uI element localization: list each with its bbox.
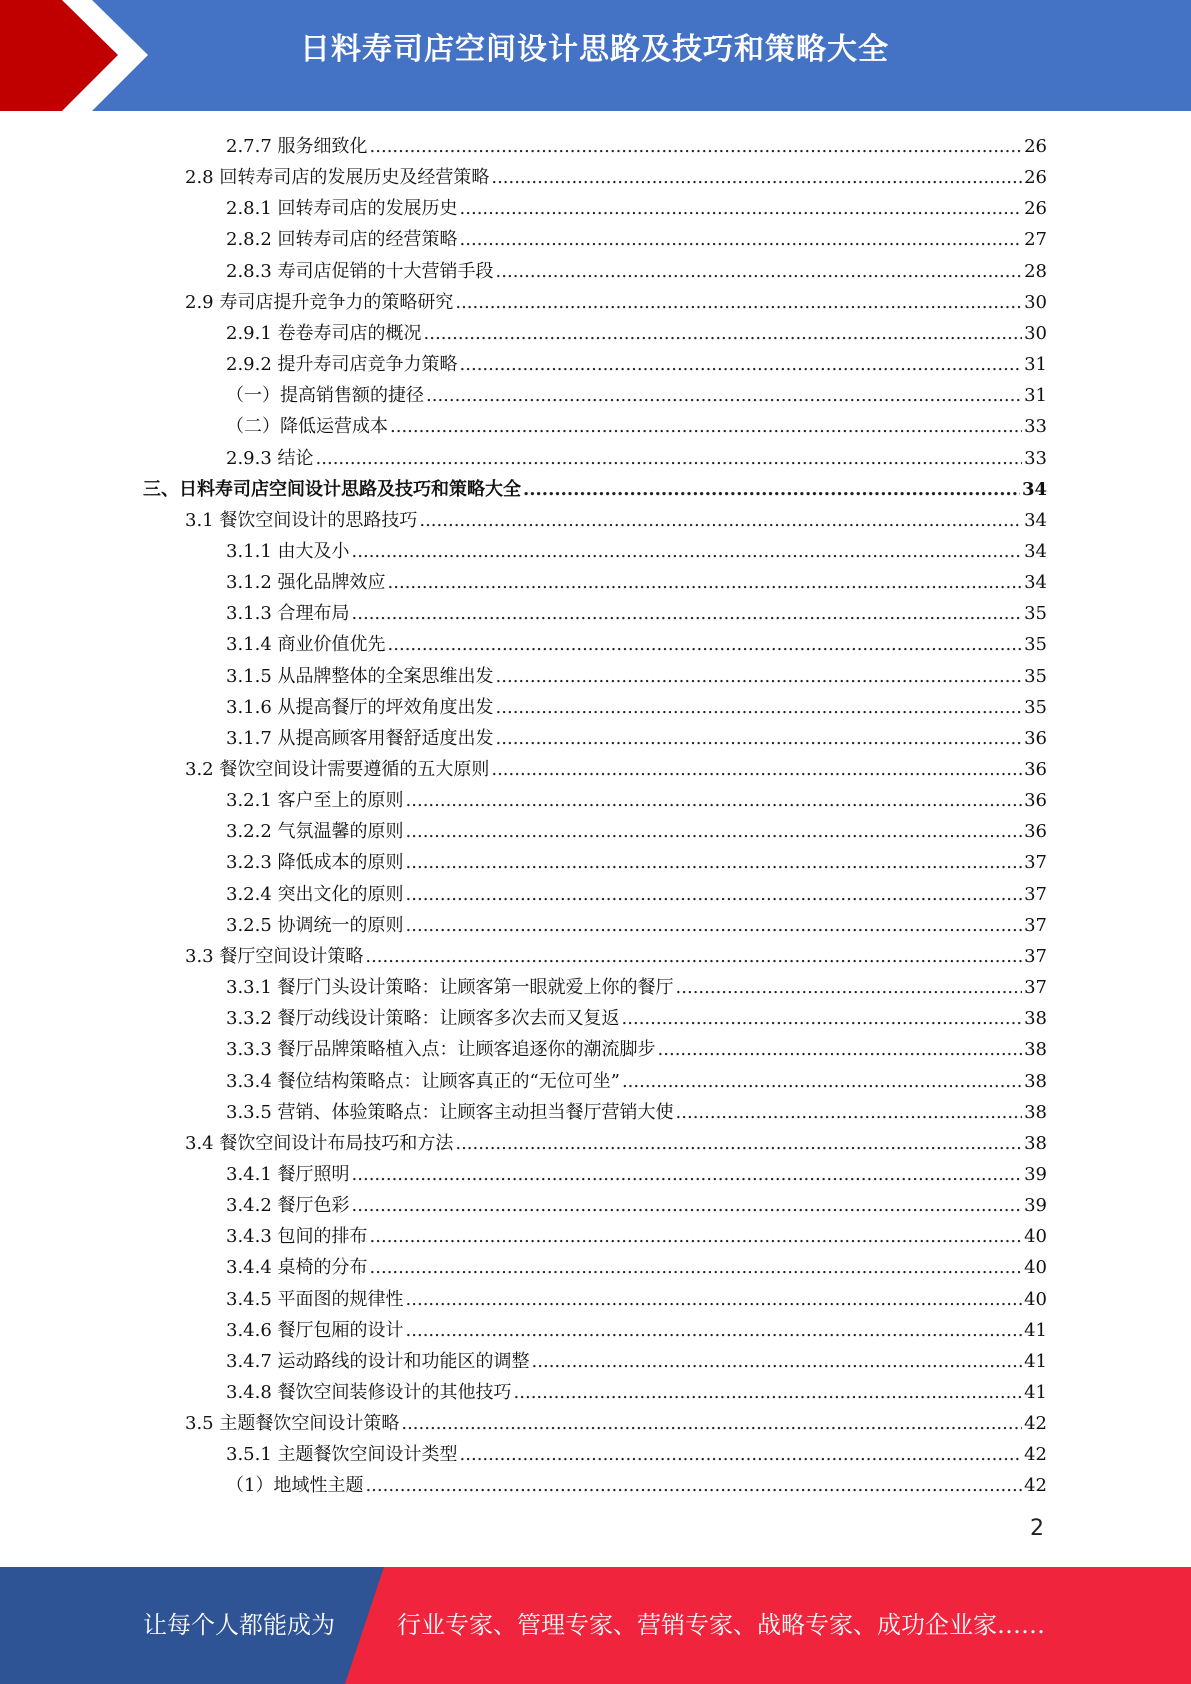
toc-entry-page: 41 bbox=[1024, 1350, 1047, 1372]
toc-dot-leader bbox=[424, 323, 1023, 345]
toc-entry-page: 35 bbox=[1024, 665, 1047, 687]
toc-entry-page: 26 bbox=[1024, 167, 1047, 189]
toc-entry-label: 3.2.4 突出文化的原则 bbox=[226, 883, 404, 905]
toc-entry-label: 2.9.2 提升寿司店竞争力策略 bbox=[226, 354, 458, 376]
toc-entry-label: 3.1.7 从提高顾客用餐舒适度出发 bbox=[226, 727, 494, 749]
toc-entry-page: 31 bbox=[1024, 354, 1047, 376]
toc-entry[interactable] bbox=[226, 439, 1047, 470]
toc-dot-leader bbox=[352, 603, 1023, 625]
toc-entry-page: 37 bbox=[1024, 977, 1047, 999]
toc-entry-label: 3.1.3 合理布局 bbox=[226, 603, 350, 625]
toc-entry-page: 36 bbox=[1024, 727, 1047, 749]
toc-dot-leader bbox=[426, 385, 1022, 407]
toc-entry-page: 42 bbox=[1024, 1413, 1047, 1435]
toc-entry-page: 34 bbox=[1024, 509, 1047, 531]
toc-entry[interactable] bbox=[226, 252, 1047, 283]
toc-entry-label: 2.9.1 卷卷寿司店的概况 bbox=[226, 322, 422, 344]
toc-entry[interactable] bbox=[226, 1248, 1047, 1279]
toc-dot-leader bbox=[419, 510, 1022, 532]
toc-entry-label: 2.8 回转寿司店的发展历史及经营策略 bbox=[185, 167, 490, 189]
toc-entry-page: 37 bbox=[1024, 883, 1047, 905]
toc-entry-page: 36 bbox=[1024, 790, 1047, 812]
toc-entry-label: 3.4.8 餐饮空间装修设计的其他技巧 bbox=[226, 1382, 512, 1403]
toc-entry[interactable] bbox=[185, 158, 1047, 189]
page-footer bbox=[0, 1567, 1191, 1684]
toc-dot-leader bbox=[622, 1071, 1022, 1093]
toc-dot-leader bbox=[352, 1195, 1023, 1217]
toc-entry[interactable] bbox=[226, 376, 1047, 407]
toc-entry[interactable] bbox=[226, 781, 1047, 812]
toc-dot-leader bbox=[491, 167, 1022, 189]
toc-entry[interactable] bbox=[185, 937, 1047, 968]
toc-entry[interactable] bbox=[226, 563, 1047, 594]
toc-entry[interactable] bbox=[226, 127, 1047, 158]
page-number: 2 bbox=[1030, 1516, 1044, 1541]
toc-entry[interactable] bbox=[226, 1280, 1047, 1311]
toc-dot-leader bbox=[460, 1444, 1023, 1466]
toc-entry-page: 38 bbox=[1024, 1101, 1047, 1123]
toc-dot-leader bbox=[370, 1226, 1023, 1248]
toc-entry-label: （一）提高销售额的捷径 bbox=[226, 385, 424, 407]
toc-dot-leader bbox=[370, 136, 1023, 158]
toc-entry-label: 3.3.4 餐位结构策略点：让顾客真正的“无位可坐” bbox=[226, 1070, 620, 1092]
toc-entry-label: 3.2.3 降低成本的原则 bbox=[226, 852, 404, 874]
toc-dot-leader bbox=[496, 261, 1023, 283]
toc-entry[interactable] bbox=[226, 1155, 1047, 1186]
toc-entry-page: 26 bbox=[1024, 198, 1047, 220]
toc-entry-page: 41 bbox=[1024, 1382, 1047, 1403]
toc-entry-page: 42 bbox=[1024, 1444, 1047, 1466]
toc-entry-page: 37 bbox=[1024, 914, 1047, 936]
toc-entry-page: 36 bbox=[1024, 821, 1047, 843]
toc-entry-label: 3.4.1 餐厅照明 bbox=[226, 1163, 350, 1185]
toc-dot-leader bbox=[491, 759, 1022, 781]
toc-dot-leader bbox=[496, 728, 1023, 750]
toc-entry-page: 39 bbox=[1024, 1163, 1047, 1185]
toc-entry-label: 3.2 餐饮空间设计需要遵循的五大原则 bbox=[185, 759, 490, 780]
toc-entry-label: 3.4.2 餐厅色彩 bbox=[226, 1195, 350, 1217]
toc-entry-page: 28 bbox=[1024, 260, 1047, 282]
toc-entry-page: 39 bbox=[1024, 1195, 1047, 1217]
toc-entry-label: 三、日料寿司店空间设计思路及技巧和策略大全 bbox=[143, 478, 521, 500]
toc-entry-label: 3.1.4 商业价值优先 bbox=[226, 634, 386, 656]
page-header bbox=[0, 0, 1191, 111]
toc-entry-page: 41 bbox=[1024, 1319, 1047, 1341]
toc-dot-leader bbox=[523, 479, 1020, 501]
toc-entry[interactable] bbox=[226, 968, 1047, 999]
toc-entry-page: 35 bbox=[1024, 696, 1047, 718]
toc-entry-label: 3.1.6 从提高餐厅的坪效角度出发 bbox=[226, 696, 494, 718]
toc-entry[interactable] bbox=[226, 1062, 1047, 1093]
toc-entry-page: 42 bbox=[1024, 1475, 1047, 1497]
toc-entry[interactable] bbox=[226, 657, 1047, 688]
toc-dot-leader bbox=[406, 884, 1023, 906]
toc-entry-label: （1）地域性主题 bbox=[226, 1475, 364, 1497]
toc-entry-page: 33 bbox=[1024, 447, 1047, 469]
toc-entry-label: 3.4.7 运动路线的设计和功能区的调整 bbox=[226, 1350, 530, 1372]
toc-entry-page: 31 bbox=[1024, 385, 1047, 407]
toc-entry[interactable] bbox=[226, 1373, 1047, 1404]
toc-entry-label: 2.8.2 回转寿司店的经营策略 bbox=[226, 229, 458, 251]
toc-entry-page: 35 bbox=[1024, 634, 1047, 656]
toc-entry-page: 30 bbox=[1024, 291, 1047, 313]
footer-slogan-left: 让每个人都能成为 bbox=[143, 1611, 335, 1639]
toc-entry-label: 2.9.3 结论 bbox=[226, 447, 314, 469]
toc-entry[interactable] bbox=[226, 1435, 1047, 1466]
toc-entry-label: 3.1.5 从品牌整体的全案思维出发 bbox=[226, 665, 494, 687]
toc-entry-label: 3.2.1 客户至上的原则 bbox=[226, 790, 404, 812]
toc-entry-page: 37 bbox=[1024, 852, 1047, 874]
toc-entry[interactable] bbox=[226, 719, 1047, 750]
toc-dot-leader bbox=[658, 1039, 1023, 1061]
toc-entry-label: 2.9 寿司店提升竞争力的策略研究 bbox=[185, 291, 454, 313]
toc-entry-label: 2.8.3 寿司店促销的十大营销手段 bbox=[226, 260, 494, 282]
toc-entry-page: 38 bbox=[1024, 1132, 1047, 1154]
toc-entry[interactable] bbox=[226, 1030, 1047, 1061]
toc-entry-label: 3.3.1 餐厅门头设计策略：让顾客第一眼就爱上你的餐厅 bbox=[226, 977, 674, 999]
toc-dot-leader bbox=[460, 229, 1023, 251]
toc-entry-page: 38 bbox=[1024, 1070, 1047, 1092]
toc-dot-leader bbox=[532, 1351, 1023, 1373]
toc-dot-leader bbox=[388, 634, 1023, 656]
toc-entry[interactable] bbox=[226, 843, 1047, 874]
toc-dot-leader bbox=[622, 1008, 1023, 1030]
toc-dot-leader bbox=[514, 1382, 1023, 1404]
toc-dot-leader bbox=[406, 852, 1023, 874]
toc-entry-label: 3.4.4 桌椅的分布 bbox=[226, 1257, 368, 1279]
toc-entry[interactable] bbox=[226, 812, 1047, 843]
toc-entry[interactable] bbox=[185, 1124, 1047, 1155]
toc-entry[interactable] bbox=[226, 1342, 1047, 1373]
toc-entry-label: 2.7.7 服务细致化 bbox=[226, 136, 368, 157]
toc-entry-label: （二）降低运营成本 bbox=[226, 416, 388, 438]
toc-dot-leader bbox=[370, 1257, 1023, 1279]
toc-entry-page: 27 bbox=[1024, 229, 1047, 251]
toc-entry-label: 3.3.5 营销、体验策略点：让顾客主动担当餐厅营销大使 bbox=[226, 1101, 674, 1123]
toc-entry[interactable] bbox=[226, 594, 1047, 625]
toc-dot-leader bbox=[460, 354, 1023, 376]
toc-entry-label: 3.3.3 餐厅品牌策略植入点：让顾客追逐你的潮流脚步 bbox=[226, 1039, 656, 1061]
toc-dot-leader bbox=[406, 1320, 1023, 1342]
toc-entry-page: 38 bbox=[1024, 1039, 1047, 1061]
toc-dot-leader bbox=[455, 292, 1022, 314]
toc-entry-page: 26 bbox=[1024, 136, 1047, 157]
toc-entry-page: 33 bbox=[1024, 416, 1047, 438]
document-title: 日料寿司店空间设计思路及技巧和策略大全 bbox=[300, 32, 889, 67]
toc-entry-label: 3.5.1 主题餐饮空间设计类型 bbox=[226, 1444, 458, 1466]
toc-entry-label: 3.2.2 气氛温馨的原则 bbox=[226, 821, 404, 843]
toc-dot-leader bbox=[401, 1413, 1022, 1435]
toc-entry[interactable] bbox=[226, 532, 1047, 563]
toc-entry-page: 34 bbox=[1024, 540, 1047, 562]
toc-entry[interactable] bbox=[226, 1311, 1047, 1342]
toc-entry[interactable] bbox=[226, 1093, 1047, 1124]
toc-entry-label: 2.8.1 回转寿司店的发展历史 bbox=[226, 198, 458, 220]
toc-dot-leader bbox=[406, 790, 1023, 812]
toc-entry-page: 34 bbox=[1021, 478, 1047, 500]
toc-entry-label: 3.4.6 餐厅包厢的设计 bbox=[226, 1319, 404, 1341]
toc-entry-page: 40 bbox=[1024, 1257, 1047, 1279]
toc-entry[interactable] bbox=[226, 625, 1047, 656]
toc-dot-leader bbox=[496, 666, 1023, 688]
toc-entry[interactable] bbox=[226, 1466, 1047, 1497]
toc-entry[interactable] bbox=[185, 283, 1047, 314]
toc-entry[interactable] bbox=[226, 688, 1047, 719]
toc-entry[interactable] bbox=[226, 1217, 1047, 1248]
toc-entry[interactable] bbox=[226, 906, 1047, 937]
toc-entry-page: 40 bbox=[1024, 1288, 1047, 1310]
toc-entry-label: 3.4.3 包间的排布 bbox=[226, 1226, 368, 1248]
toc-entry[interactable] bbox=[185, 501, 1047, 532]
toc-entry-label: 3.5 主题餐饮空间设计策略 bbox=[185, 1413, 400, 1435]
toc-entry-label: 3.3 餐厅空间设计策略 bbox=[185, 945, 364, 967]
toc-entry[interactable] bbox=[226, 220, 1047, 251]
toc-entry-label: 3.4 餐饮空间设计布局技巧和方法 bbox=[185, 1132, 454, 1154]
toc-entry-page: 40 bbox=[1024, 1226, 1047, 1248]
toc-entry-page: 37 bbox=[1024, 945, 1047, 967]
toc-entry-label: 3.2.5 协调统一的原则 bbox=[226, 914, 404, 936]
toc-entry[interactable] bbox=[226, 314, 1047, 345]
toc-dot-leader bbox=[388, 572, 1023, 594]
toc-entry[interactable] bbox=[226, 345, 1047, 376]
toc-dot-leader bbox=[365, 946, 1022, 968]
toc-dot-leader bbox=[496, 697, 1023, 719]
toc-entry[interactable] bbox=[185, 750, 1047, 781]
toc-entry[interactable] bbox=[143, 470, 1047, 501]
toc-dot-leader bbox=[676, 1102, 1023, 1124]
toc-entry[interactable] bbox=[226, 875, 1047, 906]
toc-dot-leader bbox=[455, 1133, 1022, 1155]
toc-entry[interactable] bbox=[226, 1186, 1047, 1217]
toc-entry[interactable] bbox=[226, 999, 1047, 1030]
toc-entry[interactable] bbox=[226, 189, 1047, 220]
toc-dot-leader bbox=[676, 977, 1023, 999]
toc-entry-page: 38 bbox=[1024, 1008, 1047, 1030]
toc-dot-leader bbox=[406, 821, 1023, 843]
toc-dot-leader bbox=[406, 915, 1023, 937]
footer-slogan-right: 行业专家、管理专家、营销专家、战略专家、成功企业家…… bbox=[397, 1611, 1045, 1639]
toc-entry[interactable] bbox=[226, 407, 1047, 438]
toc-dot-leader bbox=[352, 1164, 1023, 1186]
toc-dot-leader bbox=[460, 198, 1023, 220]
toc-dot-leader bbox=[365, 1475, 1022, 1497]
toc-entry[interactable] bbox=[185, 1404, 1047, 1435]
toc-entry-page: 35 bbox=[1024, 603, 1047, 625]
toc-entry-label: 3.1 餐饮空间设计的思路技巧 bbox=[185, 509, 418, 531]
toc-dot-leader bbox=[406, 1289, 1023, 1311]
toc-dot-leader bbox=[390, 416, 1022, 438]
chevron-logo-icon bbox=[0, 0, 160, 111]
toc-entry-label: 3.1.1 由大及小 bbox=[226, 540, 350, 562]
toc-entry-label: 3.3.2 餐厅动线设计策略：让顾客多次去而又复返 bbox=[226, 1008, 620, 1030]
toc-dot-leader bbox=[316, 448, 1023, 470]
toc-dot-leader bbox=[352, 541, 1023, 563]
toc-entry-page: 36 bbox=[1024, 759, 1047, 780]
toc-entry-page: 30 bbox=[1024, 322, 1047, 344]
toc-entry-label: 3.4.5 平面图的规律性 bbox=[226, 1288, 404, 1310]
toc-entry-label: 3.1.2 强化品牌效应 bbox=[226, 572, 386, 594]
toc-entry-page: 34 bbox=[1024, 572, 1047, 594]
